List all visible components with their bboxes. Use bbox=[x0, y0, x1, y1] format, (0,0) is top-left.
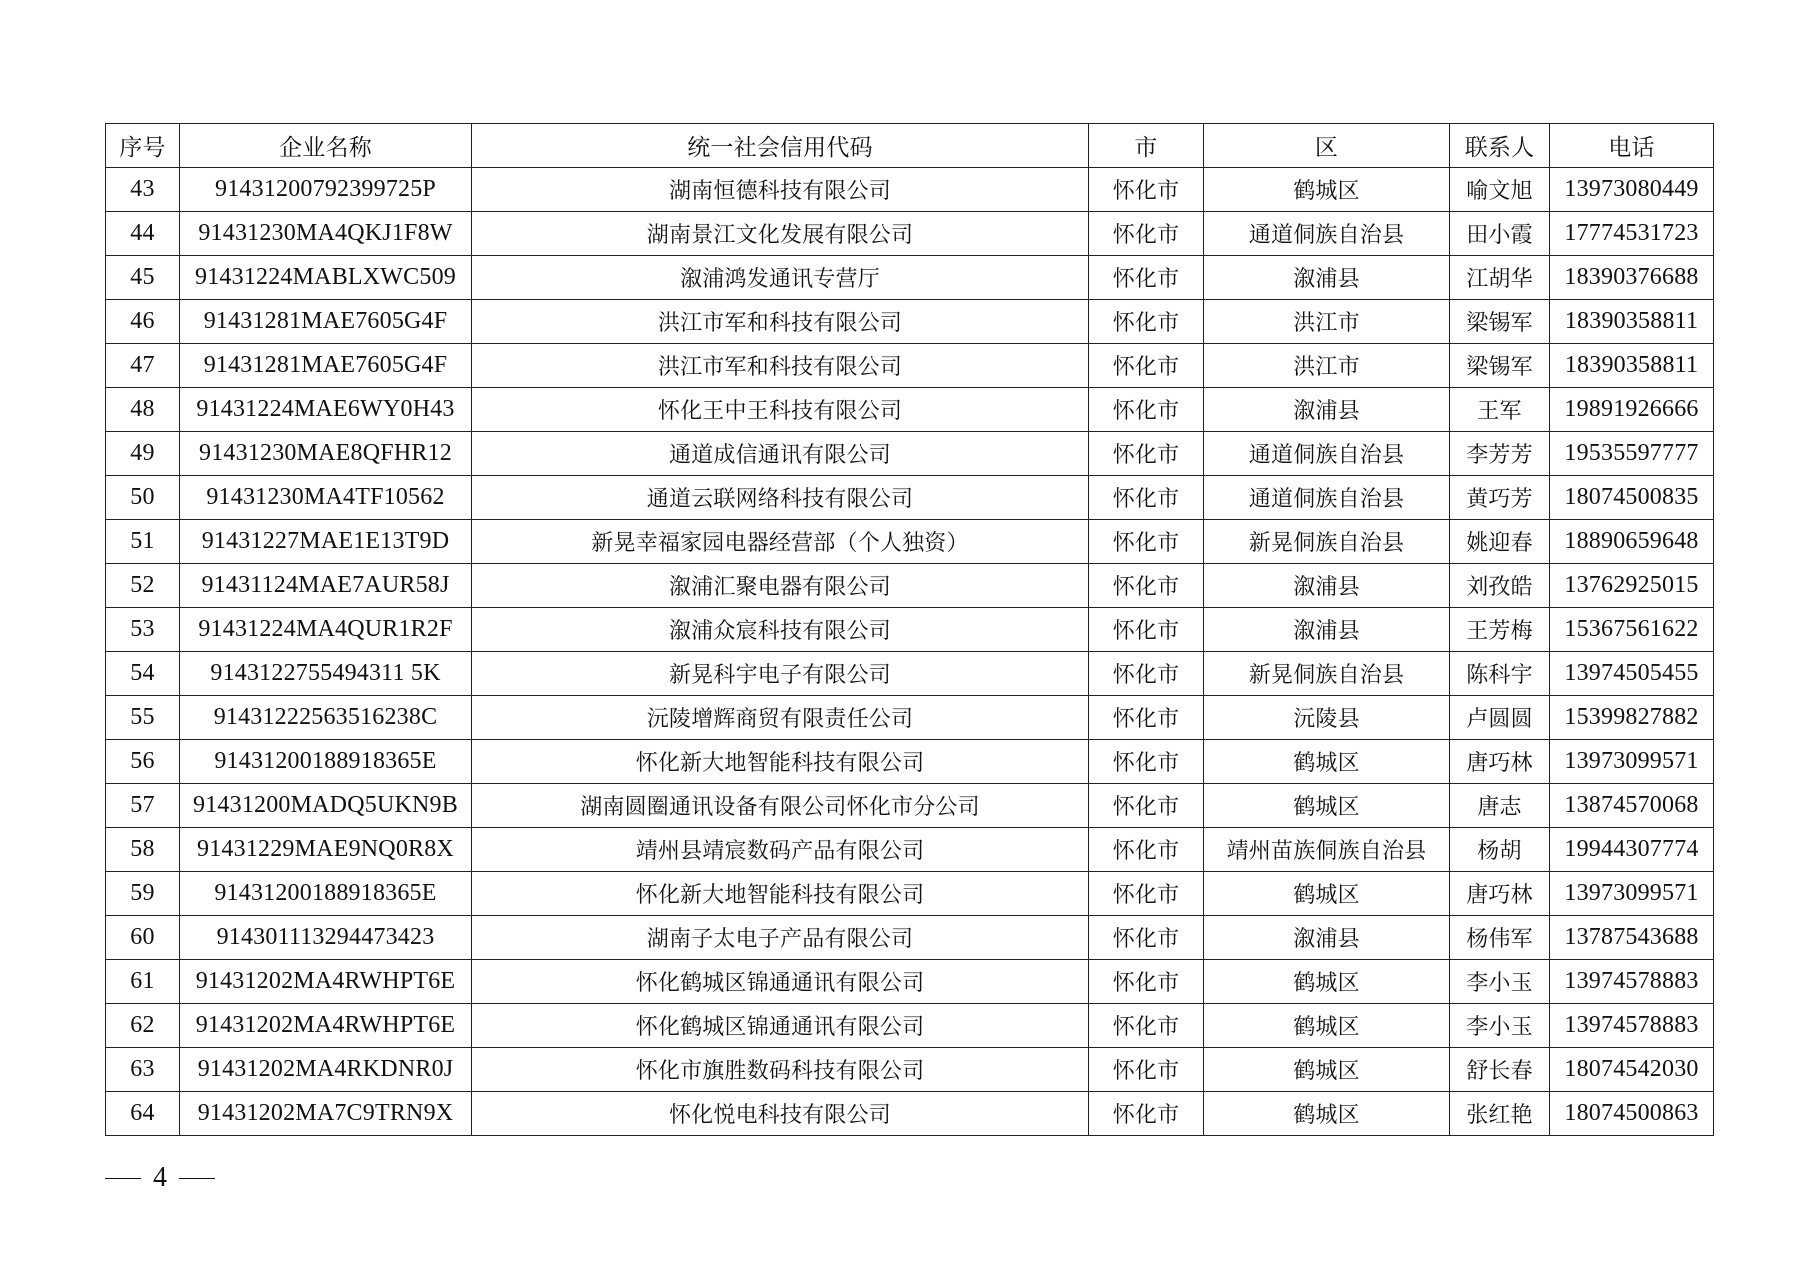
cell-phone: 13973099571 bbox=[1550, 740, 1714, 784]
table-row bbox=[106, 960, 1714, 1004]
cell-contact: 张红艳 bbox=[1450, 1092, 1550, 1136]
cell-phone: 18074500835 bbox=[1550, 476, 1714, 520]
cell-district: 沅陵县 bbox=[1204, 696, 1450, 740]
table-row bbox=[106, 168, 1714, 212]
header-contact: 联系人 bbox=[1450, 124, 1550, 168]
cell-contact: 王军 bbox=[1450, 388, 1550, 432]
cell-company-name: 91431230MAE8QFHR12 bbox=[180, 432, 472, 476]
cell-district: 溆浦县 bbox=[1204, 256, 1450, 300]
cell-credit-code: 怀化鹤城区锦通通讯有限公司 bbox=[472, 1004, 1089, 1048]
cell-phone: 13974578883 bbox=[1550, 1004, 1714, 1048]
table-row bbox=[106, 564, 1714, 608]
table-row bbox=[106, 608, 1714, 652]
cell-index: 56 bbox=[106, 740, 180, 784]
table-row bbox=[106, 344, 1714, 388]
cell-district: 溆浦县 bbox=[1204, 564, 1450, 608]
cell-city: 怀化市 bbox=[1089, 696, 1204, 740]
cell-index: 50 bbox=[106, 476, 180, 520]
cell-contact: 唐巧林 bbox=[1450, 740, 1550, 784]
cell-company-name: 91431222563516238C bbox=[180, 696, 472, 740]
cell-district: 新晃侗族自治县 bbox=[1204, 520, 1450, 564]
cell-city: 怀化市 bbox=[1089, 520, 1204, 564]
table-row bbox=[106, 916, 1714, 960]
table-row bbox=[106, 256, 1714, 300]
cell-district: 洪江市 bbox=[1204, 344, 1450, 388]
cell-city: 怀化市 bbox=[1089, 300, 1204, 344]
cell-phone: 17774531723 bbox=[1550, 212, 1714, 256]
cell-credit-code: 怀化悦电科技有限公司 bbox=[472, 1092, 1089, 1136]
cell-company-name: 914301113294473423 bbox=[180, 916, 472, 960]
cell-index: 62 bbox=[106, 1004, 180, 1048]
cell-company-name: 91431227MAE1E13T9D bbox=[180, 520, 472, 564]
cell-city: 怀化市 bbox=[1089, 344, 1204, 388]
cell-city: 怀化市 bbox=[1089, 564, 1204, 608]
cell-credit-code: 湖南景江文化发展有限公司 bbox=[472, 212, 1089, 256]
cell-index: 49 bbox=[106, 432, 180, 476]
cell-district: 溆浦县 bbox=[1204, 388, 1450, 432]
header-phone: 电话 bbox=[1550, 124, 1714, 168]
header-index: 序号 bbox=[106, 124, 180, 168]
cell-city: 怀化市 bbox=[1089, 1092, 1204, 1136]
table-row bbox=[106, 388, 1714, 432]
cell-company-name: 91431229MAE9NQ0R8X bbox=[180, 828, 472, 872]
cell-index: 48 bbox=[106, 388, 180, 432]
cell-contact: 梁锡军 bbox=[1450, 300, 1550, 344]
table-row bbox=[106, 1048, 1714, 1092]
cell-credit-code: 溆浦众宸科技有限公司 bbox=[472, 608, 1089, 652]
cell-contact: 李小玉 bbox=[1450, 960, 1550, 1004]
table-row bbox=[106, 300, 1714, 344]
cell-contact: 杨胡 bbox=[1450, 828, 1550, 872]
cell-district: 鹤城区 bbox=[1204, 784, 1450, 828]
cell-index: 54 bbox=[106, 652, 180, 696]
cell-phone: 13973080449 bbox=[1550, 168, 1714, 212]
cell-credit-code: 靖州县靖宸数码产品有限公司 bbox=[472, 828, 1089, 872]
table-row bbox=[106, 1004, 1714, 1048]
cell-phone: 18390376688 bbox=[1550, 256, 1714, 300]
table-row bbox=[106, 784, 1714, 828]
cell-index: 60 bbox=[106, 916, 180, 960]
cell-contact: 李小玉 bbox=[1450, 1004, 1550, 1048]
cell-city: 怀化市 bbox=[1089, 608, 1204, 652]
cell-phone: 18074500863 bbox=[1550, 1092, 1714, 1136]
table-row bbox=[106, 828, 1714, 872]
table-row bbox=[106, 476, 1714, 520]
cell-credit-code: 怀化王中王科技有限公司 bbox=[472, 388, 1089, 432]
cell-index: 53 bbox=[106, 608, 180, 652]
cell-company-name: 91431281MAE7605G4F bbox=[180, 344, 472, 388]
cell-index: 57 bbox=[106, 784, 180, 828]
cell-district: 溆浦县 bbox=[1204, 916, 1450, 960]
cell-city: 怀化市 bbox=[1089, 916, 1204, 960]
header-district: 区 bbox=[1204, 124, 1450, 168]
cell-phone: 18074542030 bbox=[1550, 1048, 1714, 1092]
cell-contact: 王芳梅 bbox=[1450, 608, 1550, 652]
cell-contact: 刘孜皓 bbox=[1450, 564, 1550, 608]
cell-company-name: 91431202MA4RWHPT6E bbox=[180, 960, 472, 1004]
cell-index: 44 bbox=[106, 212, 180, 256]
cell-index: 58 bbox=[106, 828, 180, 872]
cell-contact: 唐志 bbox=[1450, 784, 1550, 828]
cell-company-name: 91431202MA4RKDNR0J bbox=[180, 1048, 472, 1092]
cell-district: 鹤城区 bbox=[1204, 168, 1450, 212]
cell-credit-code: 洪江市军和科技有限公司 bbox=[472, 344, 1089, 388]
cell-credit-code: 湖南圆圈通讯设备有限公司怀化市分公司 bbox=[472, 784, 1089, 828]
cell-index: 64 bbox=[106, 1092, 180, 1136]
cell-index: 52 bbox=[106, 564, 180, 608]
header-company-name: 企业名称 bbox=[180, 124, 472, 168]
dash-right bbox=[179, 1178, 215, 1179]
cell-district: 鹤城区 bbox=[1204, 1092, 1450, 1136]
cell-phone: 13974578883 bbox=[1550, 960, 1714, 1004]
cell-phone: 19535597777 bbox=[1550, 432, 1714, 476]
page-number bbox=[105, 1162, 215, 1194]
cell-company-name: 91431281MAE7605G4F bbox=[180, 300, 472, 344]
cell-city: 怀化市 bbox=[1089, 1048, 1204, 1092]
table-row bbox=[106, 1092, 1714, 1136]
cell-district: 鹤城区 bbox=[1204, 960, 1450, 1004]
cell-city: 怀化市 bbox=[1089, 212, 1204, 256]
cell-contact: 陈科宇 bbox=[1450, 652, 1550, 696]
cell-index: 47 bbox=[106, 344, 180, 388]
table-row bbox=[106, 432, 1714, 476]
cell-city: 怀化市 bbox=[1089, 1004, 1204, 1048]
cell-city: 怀化市 bbox=[1089, 828, 1204, 872]
dash-left bbox=[105, 1178, 141, 1179]
cell-contact: 田小霞 bbox=[1450, 212, 1550, 256]
cell-index: 45 bbox=[106, 256, 180, 300]
cell-district: 鹤城区 bbox=[1204, 1048, 1450, 1092]
cell-district: 洪江市 bbox=[1204, 300, 1450, 344]
cell-city: 怀化市 bbox=[1089, 960, 1204, 1004]
table-row bbox=[106, 740, 1714, 784]
cell-city: 怀化市 bbox=[1089, 388, 1204, 432]
cell-district: 溆浦县 bbox=[1204, 608, 1450, 652]
cell-city: 怀化市 bbox=[1089, 652, 1204, 696]
cell-district: 通道侗族自治县 bbox=[1204, 212, 1450, 256]
cell-credit-code: 溆浦鸿发通讯专营厅 bbox=[472, 256, 1089, 300]
cell-company-name: 91431124MAE7AUR58J bbox=[180, 564, 472, 608]
cell-company-name: 91431200188918365E bbox=[180, 740, 472, 784]
cell-contact: 李芳芳 bbox=[1450, 432, 1550, 476]
cell-credit-code: 通道成信通讯有限公司 bbox=[472, 432, 1089, 476]
cell-phone: 13973099571 bbox=[1550, 872, 1714, 916]
cell-contact: 江胡华 bbox=[1450, 256, 1550, 300]
cell-district: 靖州苗族侗族自治县 bbox=[1204, 828, 1450, 872]
cell-company-name: 91431224MABLXWC509 bbox=[180, 256, 472, 300]
cell-district: 通道侗族自治县 bbox=[1204, 432, 1450, 476]
cell-contact: 黄巧芳 bbox=[1450, 476, 1550, 520]
cell-phone: 13787543688 bbox=[1550, 916, 1714, 960]
cell-contact: 唐巧林 bbox=[1450, 872, 1550, 916]
cell-phone: 13974505455 bbox=[1550, 652, 1714, 696]
cell-company-name: 91431230MA4TF10562 bbox=[180, 476, 472, 520]
cell-company-name: 91431230MA4QKJ1F8W bbox=[180, 212, 472, 256]
cell-credit-code: 新晃幸福家园电器经营部（个人独资） bbox=[472, 520, 1089, 564]
cell-contact: 卢圆圆 bbox=[1450, 696, 1550, 740]
cell-phone: 13874570068 bbox=[1550, 784, 1714, 828]
cell-index: 46 bbox=[106, 300, 180, 344]
cell-phone: 19944307774 bbox=[1550, 828, 1714, 872]
cell-phone: 18390358811 bbox=[1550, 344, 1714, 388]
cell-credit-code: 沅陵增辉商贸有限责任公司 bbox=[472, 696, 1089, 740]
cell-city: 怀化市 bbox=[1089, 256, 1204, 300]
cell-city: 怀化市 bbox=[1089, 872, 1204, 916]
page-number-text: 4 bbox=[153, 1162, 167, 1193]
cell-credit-code: 湖南恒德科技有限公司 bbox=[472, 168, 1089, 212]
cell-company-name: 91431224MAE6WY0H43 bbox=[180, 388, 472, 432]
cell-credit-code: 通道云联网络科技有限公司 bbox=[472, 476, 1089, 520]
cell-company-name: 91431202MA4RWHPT6E bbox=[180, 1004, 472, 1048]
table-row bbox=[106, 520, 1714, 564]
cell-city: 怀化市 bbox=[1089, 476, 1204, 520]
cell-district: 鹤城区 bbox=[1204, 740, 1450, 784]
cell-credit-code: 新晃科宇电子有限公司 bbox=[472, 652, 1089, 696]
cell-company-name: 91431200MADQ5UKN9B bbox=[180, 784, 472, 828]
cell-phone: 15367561622 bbox=[1550, 608, 1714, 652]
cell-phone: 18890659648 bbox=[1550, 520, 1714, 564]
table-row bbox=[106, 696, 1714, 740]
cell-city: 怀化市 bbox=[1089, 740, 1204, 784]
cell-company-name: 91431202MA7C9TRN9X bbox=[180, 1092, 472, 1136]
enterprise-table bbox=[105, 123, 1714, 1136]
cell-credit-code: 怀化新大地智能科技有限公司 bbox=[472, 872, 1089, 916]
cell-company-name: 91431224MA4QUR1R2F bbox=[180, 608, 472, 652]
cell-contact: 姚迎春 bbox=[1450, 520, 1550, 564]
cell-city: 怀化市 bbox=[1089, 784, 1204, 828]
table-body bbox=[106, 168, 1714, 1136]
cell-phone: 18390358811 bbox=[1550, 300, 1714, 344]
table-header-row bbox=[106, 124, 1714, 168]
cell-index: 63 bbox=[106, 1048, 180, 1092]
cell-city: 怀化市 bbox=[1089, 168, 1204, 212]
table-row bbox=[106, 212, 1714, 256]
cell-credit-code: 溆浦汇聚电器有限公司 bbox=[472, 564, 1089, 608]
cell-index: 59 bbox=[106, 872, 180, 916]
cell-credit-code: 洪江市军和科技有限公司 bbox=[472, 300, 1089, 344]
cell-contact: 梁锡军 bbox=[1450, 344, 1550, 388]
cell-district: 通道侗族自治县 bbox=[1204, 476, 1450, 520]
cell-company-name: 9143122755494311 5K bbox=[180, 652, 472, 696]
cell-district: 鹤城区 bbox=[1204, 872, 1450, 916]
cell-credit-code: 湖南子太电子产品有限公司 bbox=[472, 916, 1089, 960]
cell-credit-code: 怀化鹤城区锦通通讯有限公司 bbox=[472, 960, 1089, 1004]
cell-index: 61 bbox=[106, 960, 180, 1004]
table-row bbox=[106, 652, 1714, 696]
cell-company-name: 91431200792399725P bbox=[180, 168, 472, 212]
cell-phone: 15399827882 bbox=[1550, 696, 1714, 740]
header-city: 市 bbox=[1089, 124, 1204, 168]
cell-contact: 舒长春 bbox=[1450, 1048, 1550, 1092]
cell-company-name: 91431200188918365E bbox=[180, 872, 472, 916]
cell-index: 43 bbox=[106, 168, 180, 212]
header-credit-code: 统一社会信用代码 bbox=[472, 124, 1089, 168]
cell-city: 怀化市 bbox=[1089, 432, 1204, 476]
cell-index: 51 bbox=[106, 520, 180, 564]
cell-district: 新晃侗族自治县 bbox=[1204, 652, 1450, 696]
cell-credit-code: 怀化新大地智能科技有限公司 bbox=[472, 740, 1089, 784]
cell-credit-code: 怀化市旗胜数码科技有限公司 bbox=[472, 1048, 1089, 1092]
cell-index: 55 bbox=[106, 696, 180, 740]
cell-phone: 13762925015 bbox=[1550, 564, 1714, 608]
table-row bbox=[106, 872, 1714, 916]
cell-district: 鹤城区 bbox=[1204, 1004, 1450, 1048]
cell-contact: 杨伟军 bbox=[1450, 916, 1550, 960]
cell-contact: 喻文旭 bbox=[1450, 168, 1550, 212]
cell-phone: 19891926666 bbox=[1550, 388, 1714, 432]
